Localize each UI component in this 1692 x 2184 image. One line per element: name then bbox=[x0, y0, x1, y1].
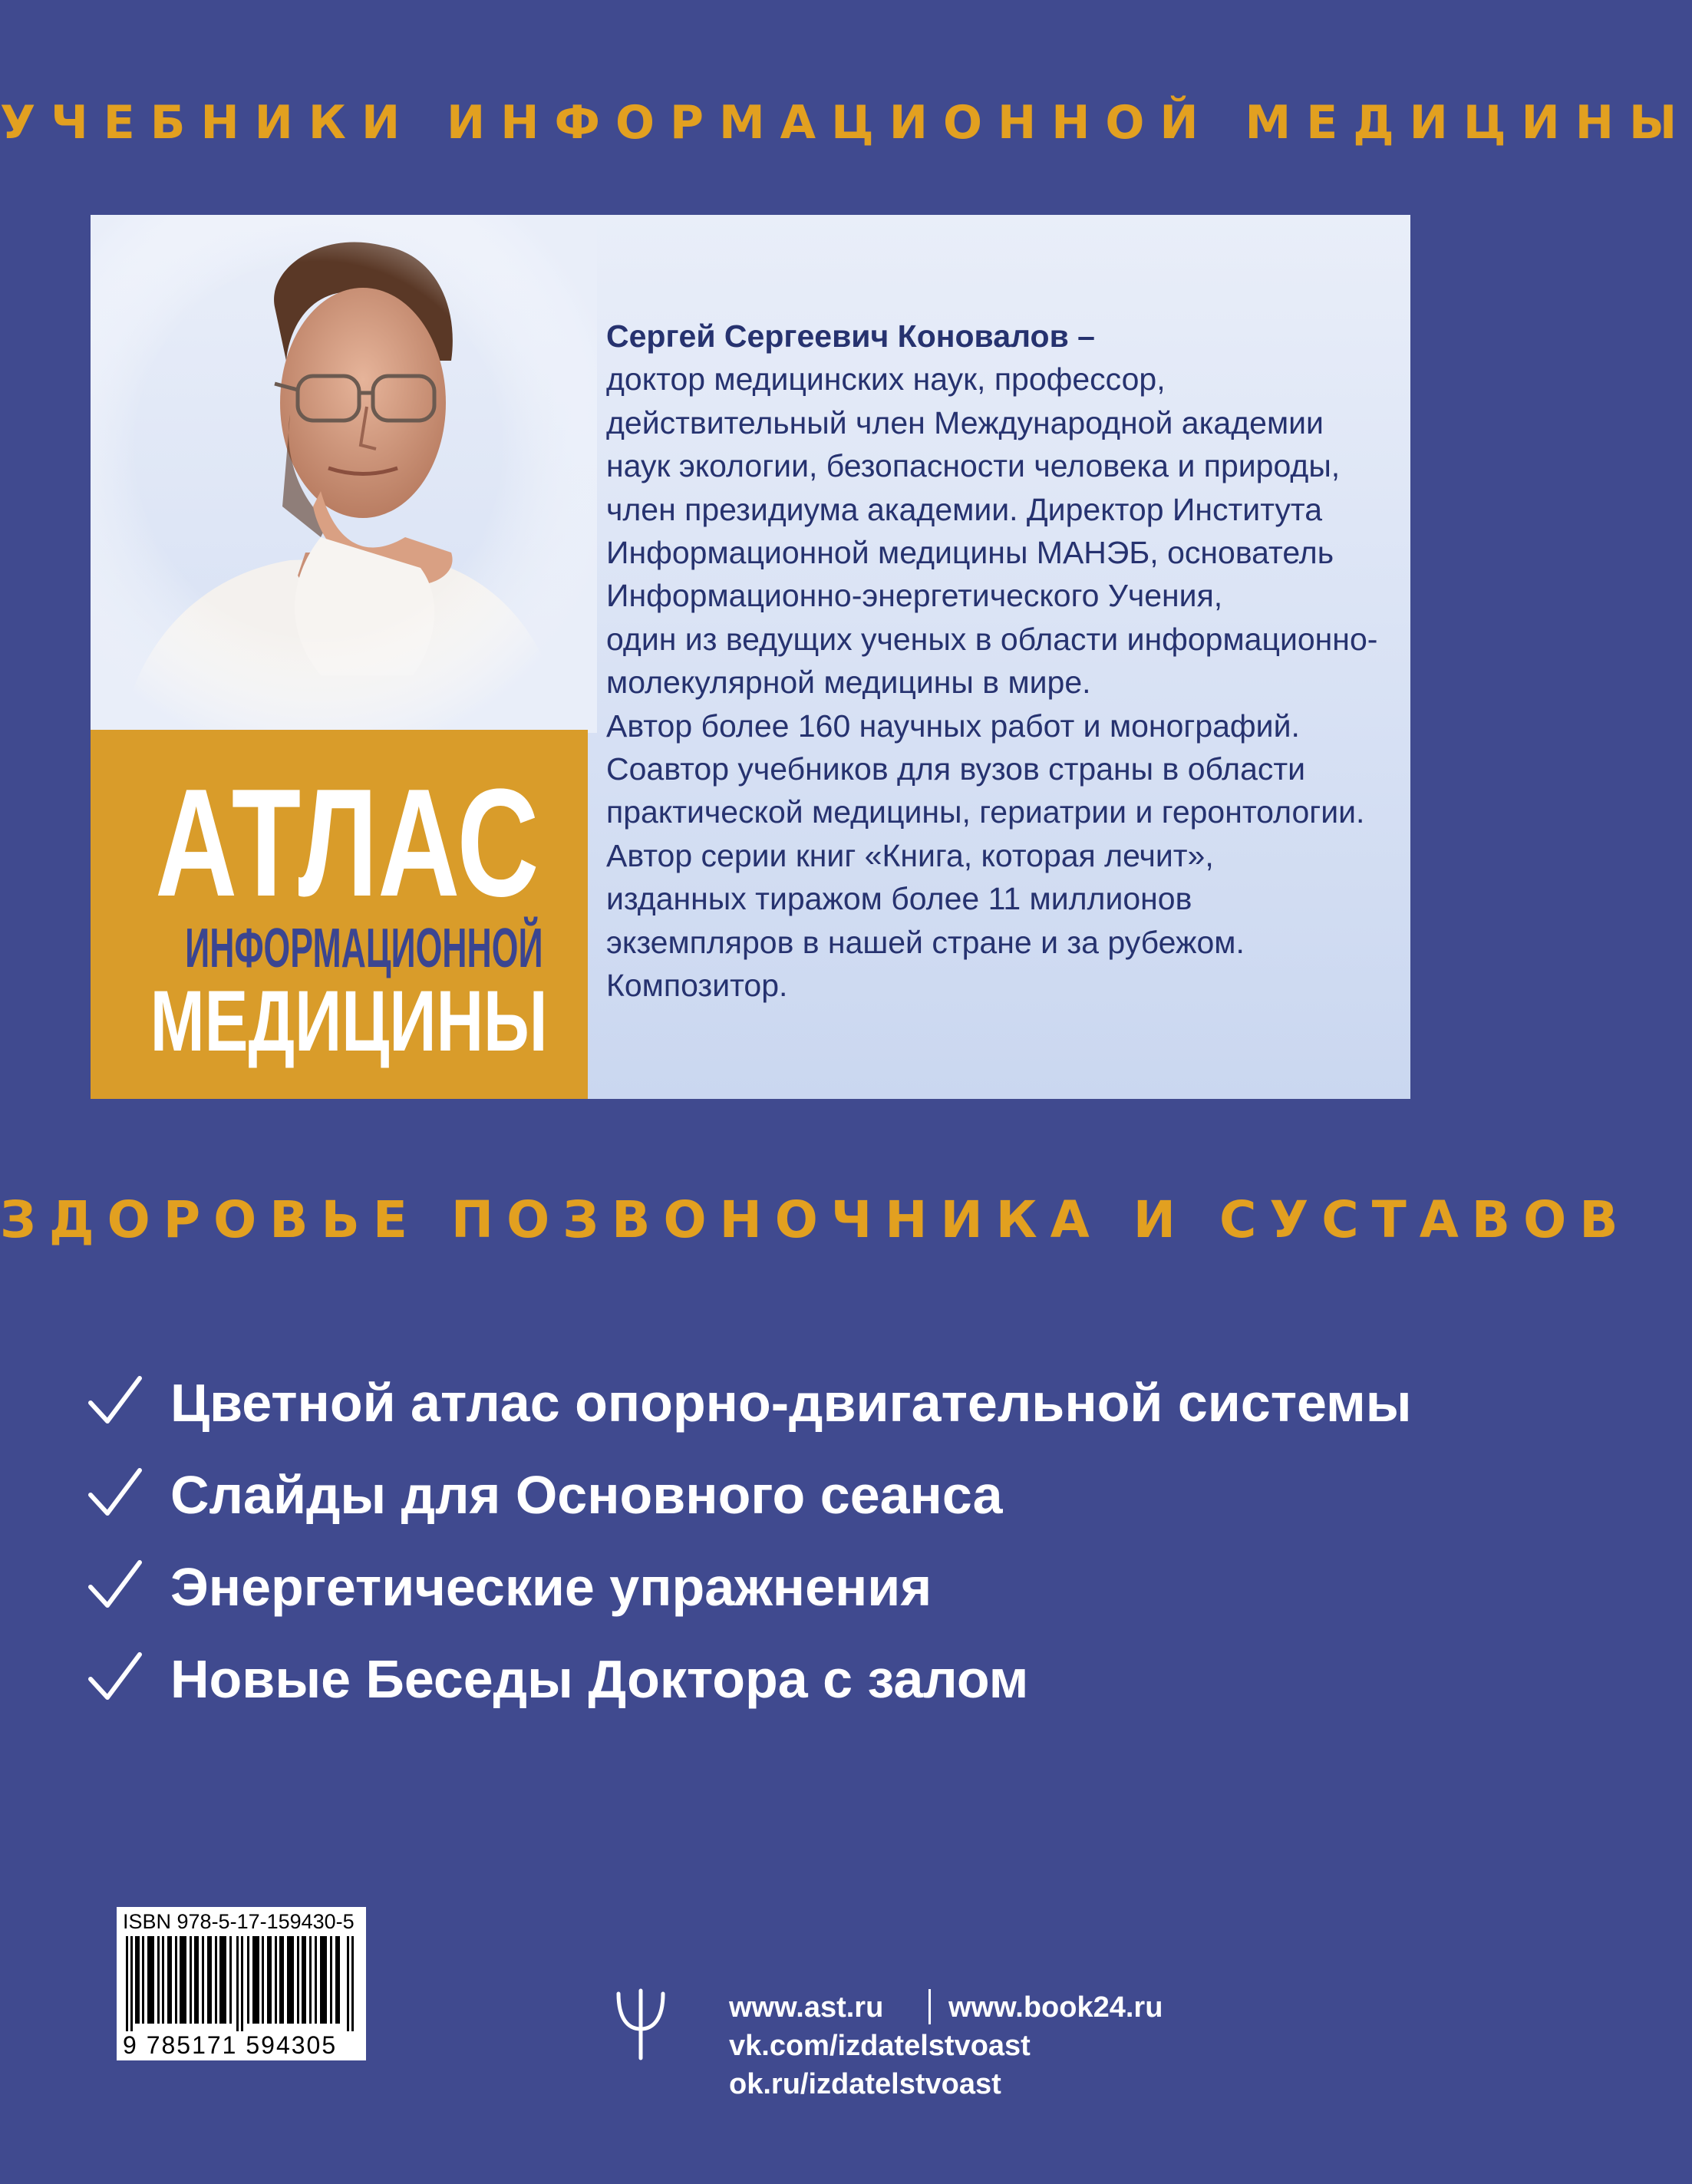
bio-line: молекулярной медицины в мире. bbox=[606, 665, 1091, 701]
feature-label: Цветной атлас опорно-двигательной системы bbox=[170, 1373, 1412, 1433]
book-title-box bbox=[91, 730, 588, 1099]
feature-item bbox=[87, 1458, 1469, 1550]
bio-line: действительный член Международной академии bbox=[606, 404, 1324, 440]
bio-line: Информационной медицины МАНЭБ, основатель bbox=[606, 535, 1334, 571]
bio-line: Композитор. bbox=[606, 968, 788, 1004]
series-title: УЧЕБНИКИ ИНФОРМАЦИОННОЙ МЕДИЦИНЫ bbox=[0, 96, 1692, 150]
link-ast[interactable]: www.ast.ru bbox=[729, 1991, 884, 2024]
link-ok[interactable]: ok.ru/izdatelstvoast bbox=[729, 2068, 1001, 2100]
book-title-main: АТЛАС bbox=[155, 757, 539, 929]
isbn-label: ISBN 978-5-17-159430-5 bbox=[123, 1910, 355, 1933]
bio-line: практической медицины, гериатрии и геронтологии. bbox=[606, 794, 1365, 830]
feature-list bbox=[87, 1366, 1469, 1734]
author-portrait bbox=[91, 215, 597, 733]
bio-line: Информационно-энергетического Учения, bbox=[606, 578, 1223, 614]
check-icon bbox=[87, 1558, 143, 1612]
bio-line: экземпляров в нашей стране и за рубежом. bbox=[606, 924, 1245, 960]
book-title-line2: ИНФОРМАЦИОННОЙ bbox=[185, 918, 543, 979]
isbn-barcode-block bbox=[117, 1907, 366, 2060]
book-subtitle: ЗДОРОВЬЕ ПОЗВОНОЧНИКА И СУСТАВОВ bbox=[0, 1190, 1631, 1249]
bio-line: член президиума академии. Директор Института bbox=[606, 491, 1323, 527]
feature-item bbox=[87, 1366, 1469, 1458]
bio-line: один из ведущих ученых в области информационно- bbox=[606, 621, 1378, 657]
check-icon bbox=[87, 1466, 143, 1519]
barcode-digits: 9 785171 594305 bbox=[123, 2031, 338, 2059]
feature-item bbox=[87, 1550, 1469, 1642]
link-book24[interactable]: www.book24.ru bbox=[948, 1991, 1163, 2024]
bio-line: изданных тиражом более 11 миллионов bbox=[606, 881, 1192, 917]
bio-line: доктор медицинских наук, профессор, bbox=[606, 361, 1166, 398]
feature-label: Слайды для Основного сеанса bbox=[170, 1465, 1003, 1525]
book-title-line3: МЕДИЦИНЫ bbox=[150, 973, 548, 1069]
feature-label: Энергетические упражнения bbox=[170, 1557, 932, 1617]
author-bio bbox=[606, 315, 1397, 1008]
bio-line: наук экологии, безопасности человека и природы, bbox=[606, 448, 1341, 484]
link-divider bbox=[928, 1989, 931, 2024]
feature-label: Новые Беседы Доктора с залом bbox=[170, 1649, 1029, 1709]
feature-item bbox=[87, 1642, 1469, 1734]
barcode bbox=[124, 1936, 358, 2031]
check-icon bbox=[87, 1374, 143, 1427]
psi-logo-icon bbox=[614, 1988, 668, 2061]
author-name: Сергей Сергеевич Коновалов – bbox=[606, 318, 1095, 354]
check-icon bbox=[87, 1650, 143, 1704]
link-vk[interactable]: vk.com/izdatelstvoast bbox=[729, 2030, 1031, 2062]
bio-line: Автор серии книг «Книга, которая лечит», bbox=[606, 837, 1214, 873]
author-panel bbox=[91, 215, 1410, 1099]
bio-line: Автор более 160 научных работ и монографий. bbox=[606, 708, 1300, 744]
bio-line: Соавтор учебников для вузов страны в области bbox=[606, 751, 1306, 787]
